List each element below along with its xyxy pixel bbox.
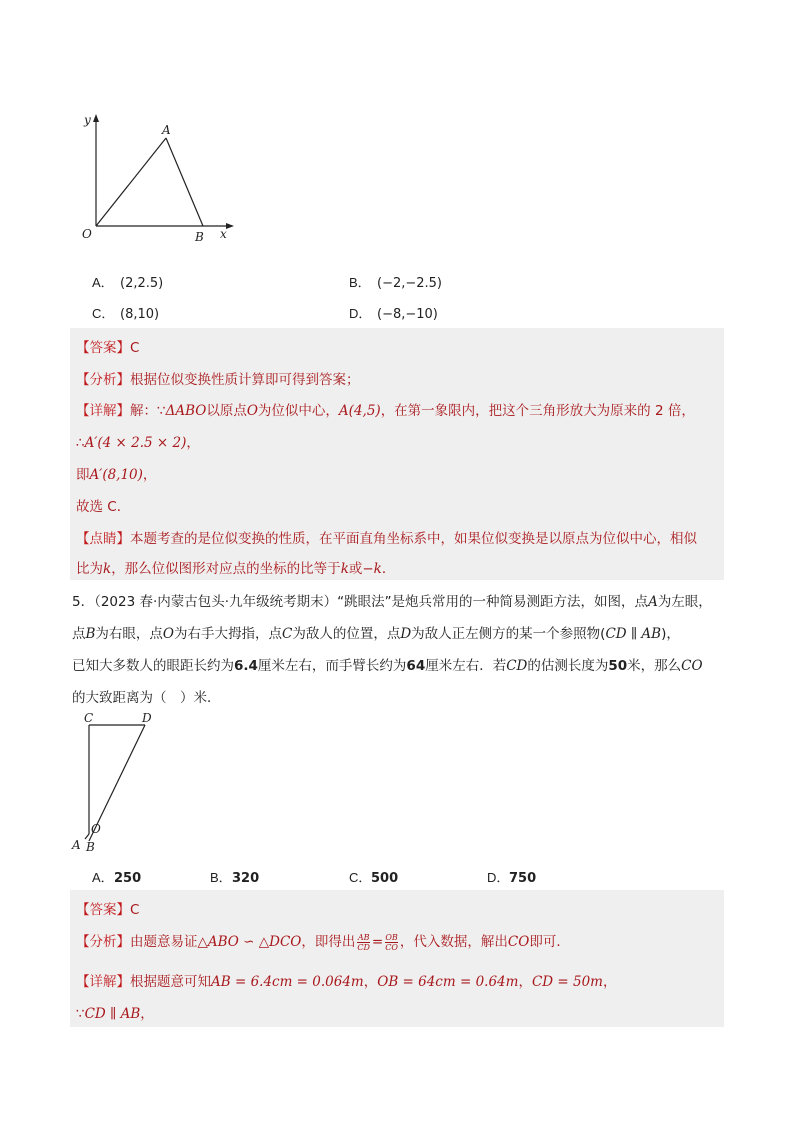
q5-analysis	[76, 930, 570, 952]
text: ∵	[76, 1006, 85, 1022]
option-value: 500	[371, 871, 399, 886]
triangle-coordinate-figure	[78, 110, 248, 250]
math: CD = 50m	[531, 974, 603, 990]
option-letter: B．	[349, 275, 371, 290]
text: 5．（2023 春·内蒙古包头·九年级统考期末）“跳眼法”是炮兵常用的一种简易测距方法，如图，点	[72, 594, 649, 610]
math: D	[400, 626, 412, 642]
option-value: (−2,−2.5)	[377, 276, 443, 291]
text: ，那么位似图形对应点的坐标的比等于	[111, 561, 341, 577]
detail-tag: 【详解】	[76, 974, 130, 990]
math: CD	[506, 658, 528, 674]
answer-tag: 【答案】	[76, 340, 130, 356]
text: ，	[142, 467, 157, 483]
label-a: A	[162, 123, 171, 137]
q5-option-c	[349, 867, 398, 886]
option-value: 750	[509, 871, 537, 886]
answer-value: C	[130, 340, 140, 356]
x-axis-arrow	[226, 223, 234, 229]
math: OB = 64cm = 0.64m	[377, 974, 519, 990]
math: B	[85, 626, 96, 642]
label-x: x	[220, 227, 227, 241]
y-axis-arrow	[93, 114, 99, 122]
label-y: y	[84, 113, 91, 127]
math: CD ∥ AB	[605, 626, 662, 642]
math: AB = 6.4cm = 0.064m	[211, 974, 364, 990]
q4-comment-line-1	[76, 527, 697, 547]
analysis-text: 根据位似变换性质计算即可得到答案；	[130, 372, 360, 388]
text: 即	[76, 467, 90, 483]
math: CD ∥ AB	[84, 1006, 141, 1022]
answer-tag: 【答案】	[76, 902, 130, 918]
comment-tag: 【点睛】	[76, 531, 130, 547]
label-d: D	[142, 711, 152, 725]
math: A	[648, 594, 658, 610]
q4-analysis	[76, 368, 360, 388]
side-oa	[96, 138, 166, 226]
text: 厘米左右，而手臂长约为	[257, 658, 407, 674]
analysis-tag: 【分析】	[76, 934, 130, 950]
text: 为左眼，	[657, 594, 712, 610]
text: 根据题意可知	[130, 974, 211, 990]
label-o: O	[91, 822, 101, 836]
q5-detail-line-1	[76, 970, 616, 990]
segment-ab	[85, 834, 89, 839]
detail-tag: 【详解】	[76, 403, 130, 419]
math: A′(4 × 2.5 × 2)	[84, 435, 187, 451]
q4-answer	[76, 336, 139, 356]
text: ，	[602, 974, 617, 990]
text: ，即得出	[301, 934, 356, 950]
label-o: O	[82, 227, 92, 241]
option-letter: A．	[92, 870, 114, 885]
q5-stem-line-3	[72, 654, 703, 674]
math: CO	[507, 934, 530, 950]
answer-value: C	[130, 902, 140, 918]
side-ab	[166, 138, 203, 226]
q4-detail-line-1	[76, 399, 695, 419]
option-letter: D．	[487, 870, 510, 885]
equals: =	[371, 934, 384, 950]
q4-comment-line-2	[76, 557, 395, 577]
q4-option-d	[349, 303, 438, 322]
math: CO	[681, 658, 703, 674]
text: 即可．	[529, 934, 570, 950]
text: 或	[348, 561, 363, 577]
text: 本题考查的是位似变换的性质，在平面直角坐标系中，如果位似变换是以原点为位似中心，相似	[130, 531, 697, 547]
q5-stem-line-2	[72, 622, 680, 642]
text: 点	[72, 626, 86, 642]
fraction-ab-cd	[357, 933, 370, 952]
text: 由题意易证	[130, 934, 198, 950]
q4-option-c	[92, 303, 159, 322]
number: 6.4	[234, 658, 258, 674]
math: A′(8,10)	[89, 467, 143, 483]
q5-stem-line-4: 的大致距离为（ ）米．	[72, 690, 221, 706]
text: 为敌人的位置，点	[292, 626, 401, 642]
q4-detail-line-3	[76, 463, 156, 483]
math: A(4,5)	[338, 403, 381, 419]
q5-detail-line-2	[76, 1002, 154, 1022]
analysis-tag: 【分析】	[76, 372, 130, 388]
math: O	[246, 403, 258, 419]
math: O	[162, 626, 174, 642]
q5-option-b	[210, 867, 259, 886]
text: 米，那么	[627, 658, 682, 674]
math: k	[340, 561, 349, 577]
option-value: 250	[114, 871, 142, 886]
option-value: (8,10)	[120, 307, 160, 322]
denominator: CD	[357, 942, 370, 952]
text: ．	[381, 561, 396, 577]
math: △ABO ∽ △DCO	[197, 934, 302, 950]
option-letter: A．	[92, 275, 114, 290]
text: ，	[363, 974, 378, 990]
math: ΔABO	[165, 403, 207, 419]
label-b: B	[195, 230, 204, 244]
text: ，	[186, 435, 200, 451]
option-letter: C．	[349, 870, 372, 885]
numerator: OB	[385, 932, 398, 942]
text: ∴	[76, 435, 85, 451]
math: −k	[362, 561, 382, 577]
jump-eye-figure	[70, 708, 170, 858]
q5-answer	[76, 898, 139, 918]
text: 为右眼，点	[95, 626, 163, 642]
q5-solution-panel	[70, 890, 724, 1027]
text: 的估测长度为	[527, 658, 609, 674]
math: k	[103, 561, 112, 577]
q4-option-a	[92, 272, 163, 291]
math: C	[282, 626, 293, 642]
text: 厘米左右．若	[425, 658, 507, 674]
option-value: (2,2.5)	[120, 276, 164, 291]
option-letter: D．	[349, 306, 372, 321]
q4-option-b	[349, 272, 442, 291]
text: 为位似中心，	[257, 403, 339, 419]
q4-detail-line-2	[76, 431, 200, 451]
denominator: CO	[385, 942, 398, 952]
number: 64	[406, 658, 426, 674]
text: 已知大多数人的眼距长约为	[72, 658, 234, 674]
text: ，	[140, 1006, 154, 1022]
text: 解：∵	[130, 403, 166, 419]
text: 比为	[76, 561, 103, 577]
q4-solution-panel	[70, 328, 724, 580]
text: 以原点	[206, 403, 247, 419]
label-b: B	[86, 840, 95, 854]
option-letter: C．	[92, 306, 115, 321]
text: 为右手大拇指，点	[174, 626, 282, 642]
q4-detail-line-4: 故选 C．	[76, 499, 131, 515]
label-a: A	[72, 838, 81, 852]
text: )，	[661, 626, 680, 642]
option-value: 320	[232, 871, 260, 886]
option-letter: B．	[210, 870, 232, 885]
option-value: (−8,−10)	[377, 307, 438, 322]
text: ，	[518, 974, 532, 990]
fraction-ob-co	[385, 933, 398, 952]
label-c: C	[84, 711, 94, 725]
number: 50	[608, 658, 628, 674]
text: ，在第一象限内，把这个三角形放大为原来的 2 倍，	[380, 403, 695, 419]
text: 为敌人正左侧方的某一个参照物(	[411, 626, 606, 642]
q5-option-d	[487, 867, 536, 886]
q5-option-a	[92, 867, 141, 886]
q5-stem-line-1	[72, 590, 712, 610]
text: ，代入数据，解出	[399, 934, 508, 950]
numerator: AB	[357, 932, 370, 942]
